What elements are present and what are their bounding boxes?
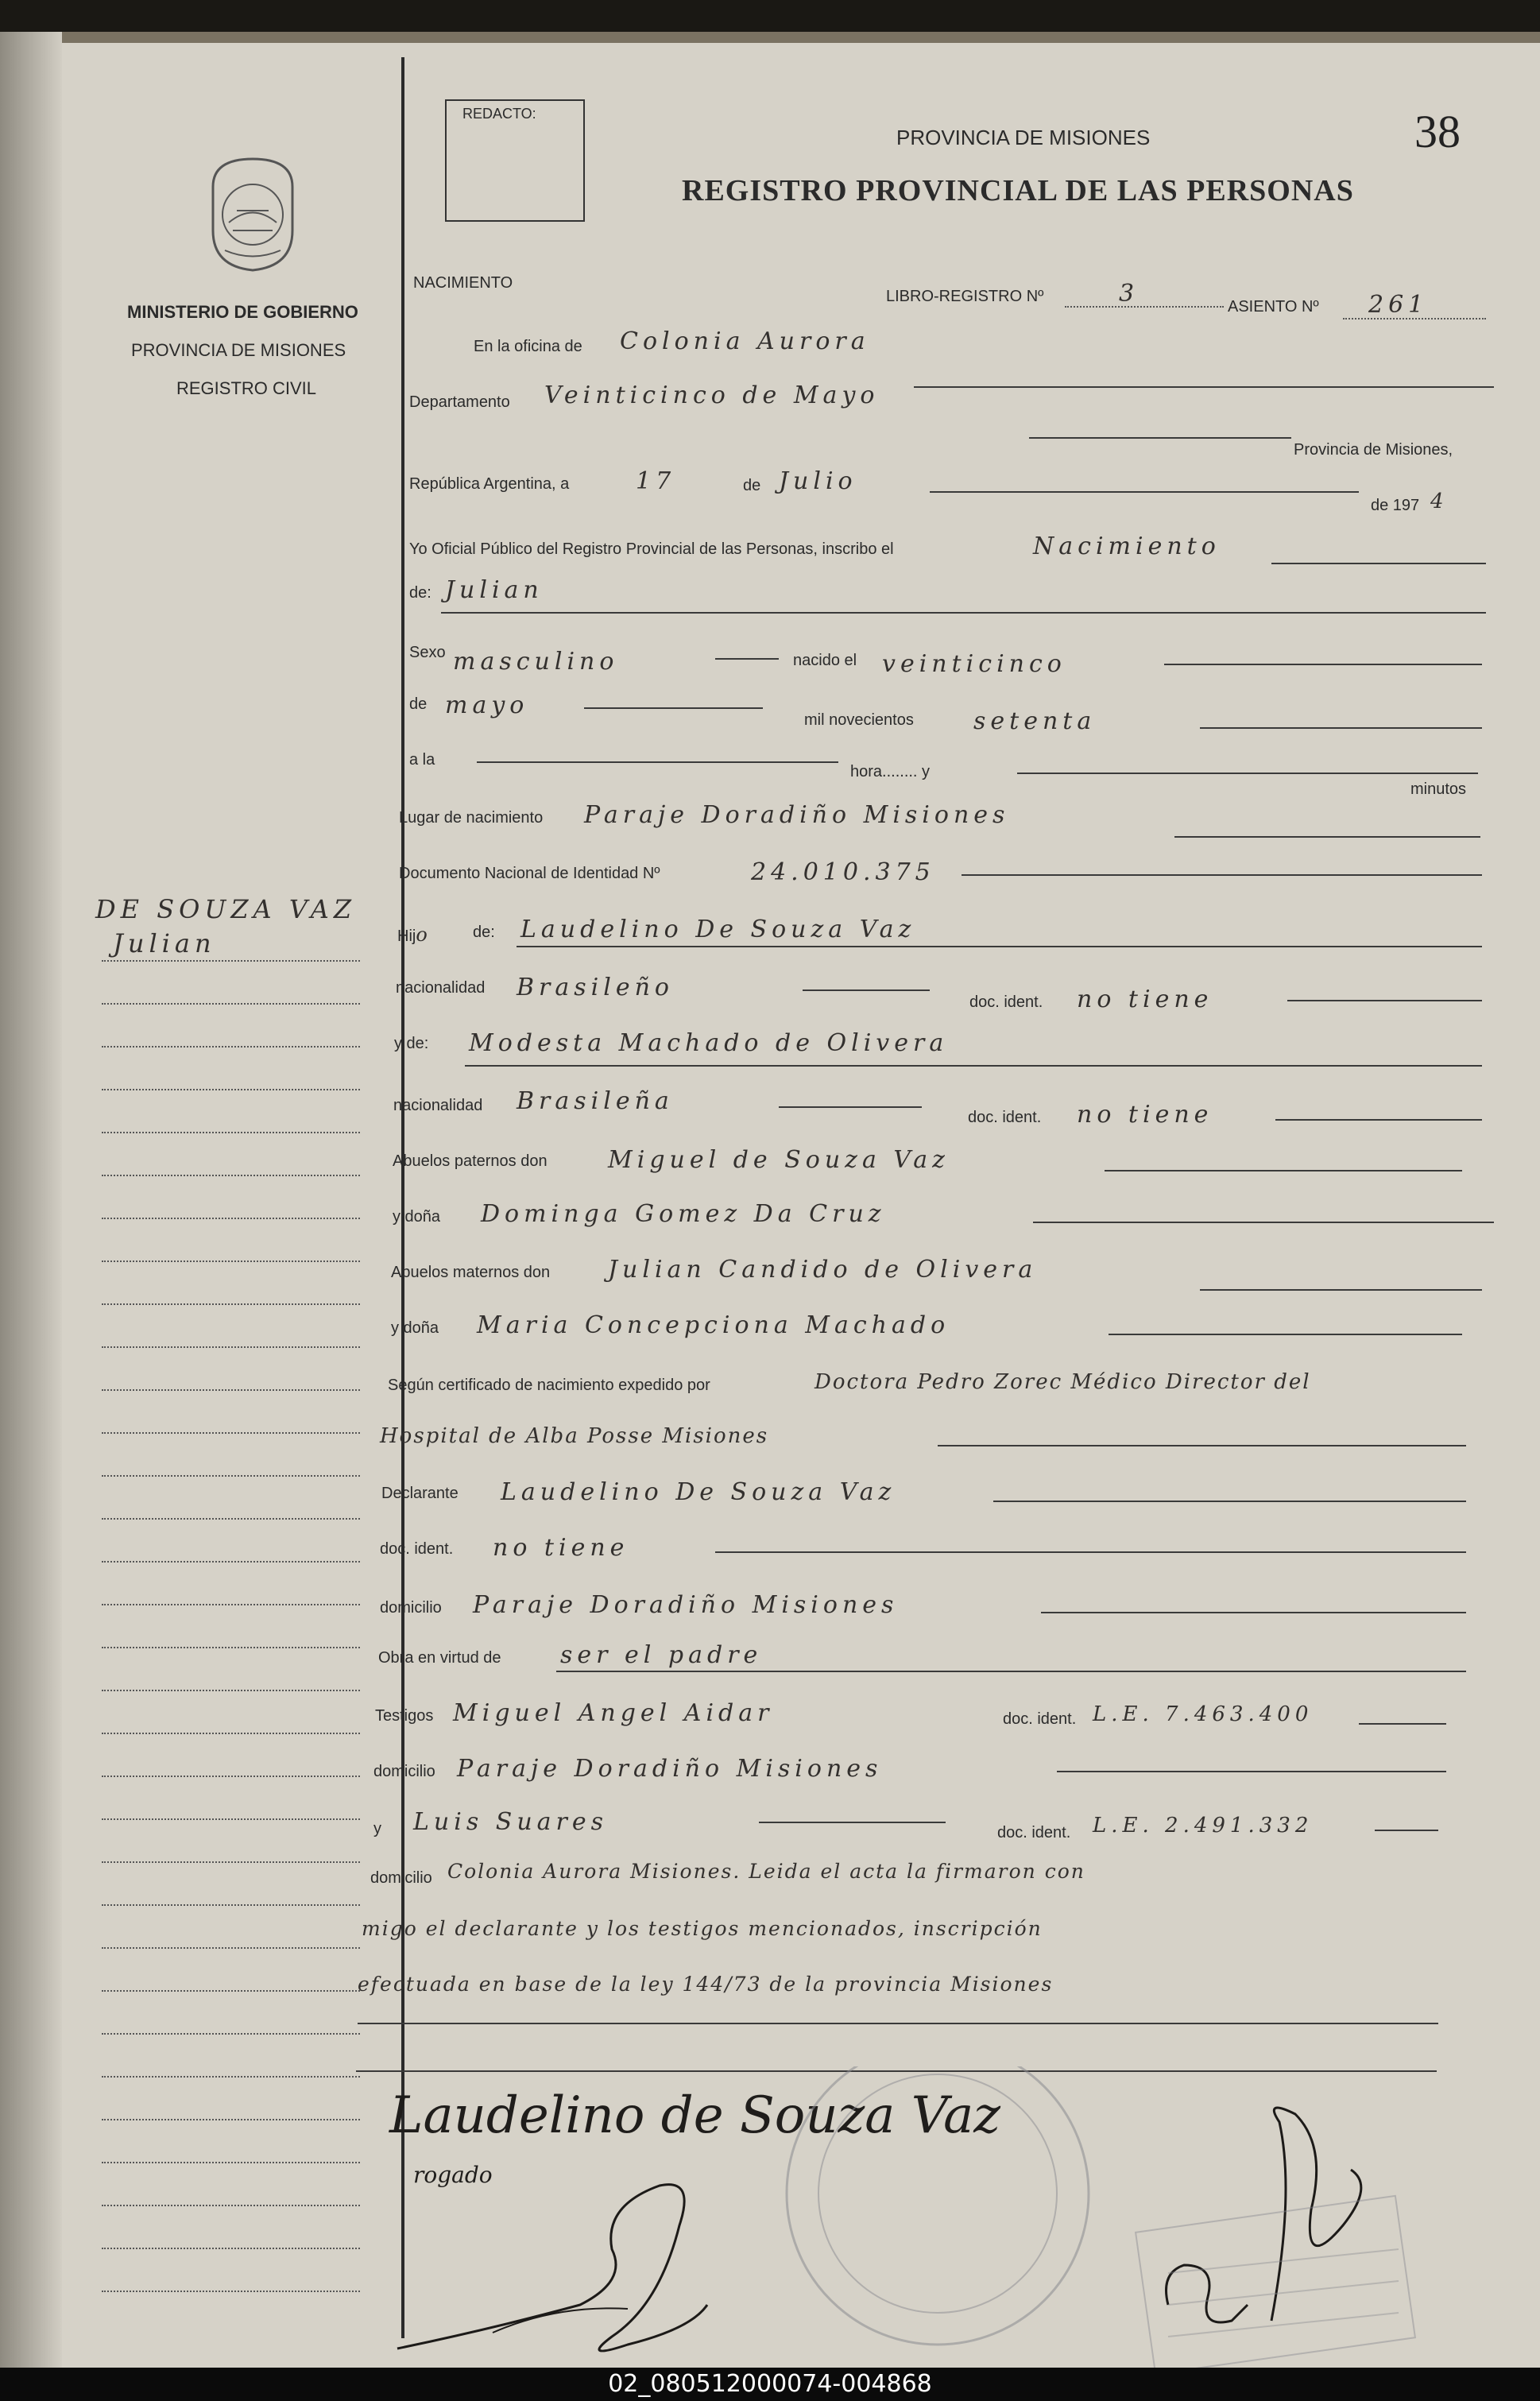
yde-label: y de: [394, 1035, 429, 1052]
mil-label: mil novecientos [804, 711, 914, 729]
mes-value: Julio [779, 467, 857, 495]
ydona-pat-label: y doña [393, 1208, 441, 1226]
hora-label: hora........ y [850, 763, 931, 780]
testigo1-value: Miguel Angel Aidar [453, 1699, 774, 1727]
madre-doc-value: no tiene [1077, 1101, 1213, 1129]
minutos-label: minutos [1410, 780, 1467, 798]
redacto-box [445, 99, 585, 222]
padre-doc-label: doc. ident. [969, 993, 1043, 1011]
nacido-label: nacido el [793, 652, 857, 669]
de-mes-label: de [409, 695, 428, 713]
ydona-mat-label: y doña [391, 1319, 439, 1337]
madre-nacionalidad-label: nacionalidad [393, 1097, 483, 1114]
decl-dom-value: Paraje Doradiño Misiones [473, 1591, 899, 1619]
caption-bar [0, 2368, 1540, 2401]
certificado-value-2: Hospital de Alba Posse Misiones [380, 1424, 769, 1448]
sexo-value: masculino [453, 648, 619, 676]
lugar-value: Paraje Doradiño Misiones [584, 801, 1010, 829]
testigo1-doc-label: doc. ident. [1003, 1710, 1077, 1728]
nacimiento-label: NACIMIENTO [413, 274, 513, 292]
y-label: y [373, 1820, 381, 1838]
testigo2-value: Luis Suares [413, 1808, 609, 1836]
provincial-seal-icon [205, 155, 300, 274]
declarante-label: Declarante [381, 1485, 459, 1502]
departamento-value: Veinticinco de Mayo [544, 381, 880, 409]
de-label-2: de: [409, 584, 431, 602]
madre-value: Modesta Machado de Olivera [469, 1029, 949, 1057]
obra-value: ser el padre [560, 1641, 763, 1669]
nac-mes-value: mayo [445, 691, 529, 719]
nacido-value: veinticinco [882, 650, 1066, 678]
departamento-label: Departamento [409, 393, 510, 411]
book-top-edge [0, 32, 1540, 43]
inscribo-value: Nacimiento [1033, 532, 1221, 560]
lugar-label: Lugar de nacimiento [399, 809, 544, 827]
anio-value: 4 [1430, 490, 1449, 513]
certificado-value-1: Doctora Pedro Zorec Médico Director del [814, 1370, 1311, 1394]
civil-registry-label: REGISTRO CIVIL [176, 378, 317, 398]
madre-nac-value: Brasileña [517, 1087, 674, 1115]
abuelos-pat-label: Abuelos paternos don [393, 1152, 548, 1170]
testigo2-doc-label: doc. ident. [997, 1824, 1071, 1841]
oficina-value: Colonia Aurora [620, 327, 870, 355]
margin-given-name: Julian [113, 928, 216, 958]
rogado-signature: rogado [413, 2162, 493, 2188]
asiento-label: ASIENTO Nº [1228, 298, 1319, 316]
province-header: PROVINCIA DE MISIONES [896, 126, 1151, 149]
de-label: de [743, 477, 761, 494]
padre-value: Laudelino De Souza Vaz [520, 916, 916, 943]
testigo1-dom-value: Paraje Doradiño Misiones [457, 1755, 883, 1783]
dni-value: 24.010.375 [751, 858, 935, 886]
image-id-caption: 02_080512000074-004868 [608, 2370, 932, 2398]
decl-dom-label: domicilio [380, 1599, 442, 1617]
oficina-label: En la oficina de [474, 338, 582, 355]
book-spine-shadow [0, 32, 62, 2368]
certificado-label: Según certificado de nacimiento expedido por [388, 1377, 710, 1394]
ala-label: a la [409, 751, 435, 769]
decl-doc-value: no tiene [493, 1534, 629, 1562]
registry-title: REGISTRO PROVINCIAL DE LAS PERSONAS [682, 174, 1354, 207]
testigo2-doc-value: L.E. 2.491.332 [1093, 1814, 1314, 1838]
mil-value: setenta [973, 707, 1097, 735]
abuelo-pat-value: Miguel de Souza Vaz [608, 1146, 950, 1174]
nombre-value: Julian [445, 576, 544, 604]
madre-doc-label: doc. ident. [968, 1109, 1042, 1126]
redacto-label: REDACTO: [462, 106, 536, 122]
testigo2-dom-label: domicilio [370, 1869, 432, 1887]
province-label: PROVINCIA DE MISIONES [131, 340, 346, 360]
testigo2-dom-value: Colonia Aurora Misiones. Leida el acta la firmaron con [447, 1860, 1085, 1883]
dni-label: Documento Nacional de Identidad Nº [399, 865, 660, 882]
declarant-signature: Laudelino de Souza Vaz [389, 2086, 1000, 2145]
obra-label: Obra en virtud de [378, 1649, 501, 1667]
testigo1-doc-value: L.E. 7.463.400 [1093, 1702, 1314, 1726]
dia-value: 17 [636, 467, 676, 495]
de-anio-label: de 197 [1371, 497, 1420, 514]
abuela-mat-value: Maria Concepciona Machado [477, 1311, 950, 1339]
padre-doc-value: no tiene [1077, 986, 1213, 1013]
hijo-suffix: o [416, 924, 428, 946]
libro-label: LIBRO-REGISTRO Nº [886, 288, 1044, 305]
decl-doc-label: doc. ident. [380, 1540, 454, 1558]
register-page [0, 32, 1540, 2368]
padre-nac-value: Brasileño [517, 974, 674, 1001]
republica-label: República Argentina, a [409, 475, 570, 493]
hijo-label [397, 924, 428, 946]
declarante-value: Laudelino De Souza Vaz [501, 1478, 896, 1506]
ministry-label: MINISTERIO DE GOBIERNO [127, 302, 358, 322]
margin-surname: DE SOUZA VAZ [95, 894, 357, 924]
abuelo-mat-value: Julian Candido de Olivera [608, 1256, 1038, 1284]
asiento-value: 261 [1368, 291, 1429, 319]
observaciones-line-2: migo el declarante y los testigos mencionados, inscripción [362, 1917, 1043, 1940]
abuelos-mat-label: Abuelos maternos don [391, 1264, 551, 1281]
observaciones-line-3: efectuada en base de la ley 144/73 de la provincia Misiones [358, 1973, 1054, 1996]
signature-flourishes-icon [373, 2066, 1486, 2368]
abuela-pat-value: Dominga Gomez Da Cruz [481, 1200, 886, 1228]
hijo-prefix: Hij [397, 927, 416, 945]
sexo-label: Sexo [409, 644, 446, 661]
provincia-label: Provincia de Misiones, [1294, 441, 1453, 459]
testigo1-dom-label: domicilio [373, 1763, 435, 1780]
hijo-de-label: de: [473, 924, 495, 941]
margin-divider [401, 57, 404, 2338]
sheet-number: 38 [1414, 106, 1461, 157]
nacionalidad-label: nacionalidad [396, 979, 486, 997]
yo-oficial-label: Yo Oficial Público del Registro Provincial de las Personas, inscribo el [409, 540, 894, 558]
libro-value: 3 [1119, 280, 1140, 308]
testigos-label: Testigos [375, 1707, 434, 1725]
